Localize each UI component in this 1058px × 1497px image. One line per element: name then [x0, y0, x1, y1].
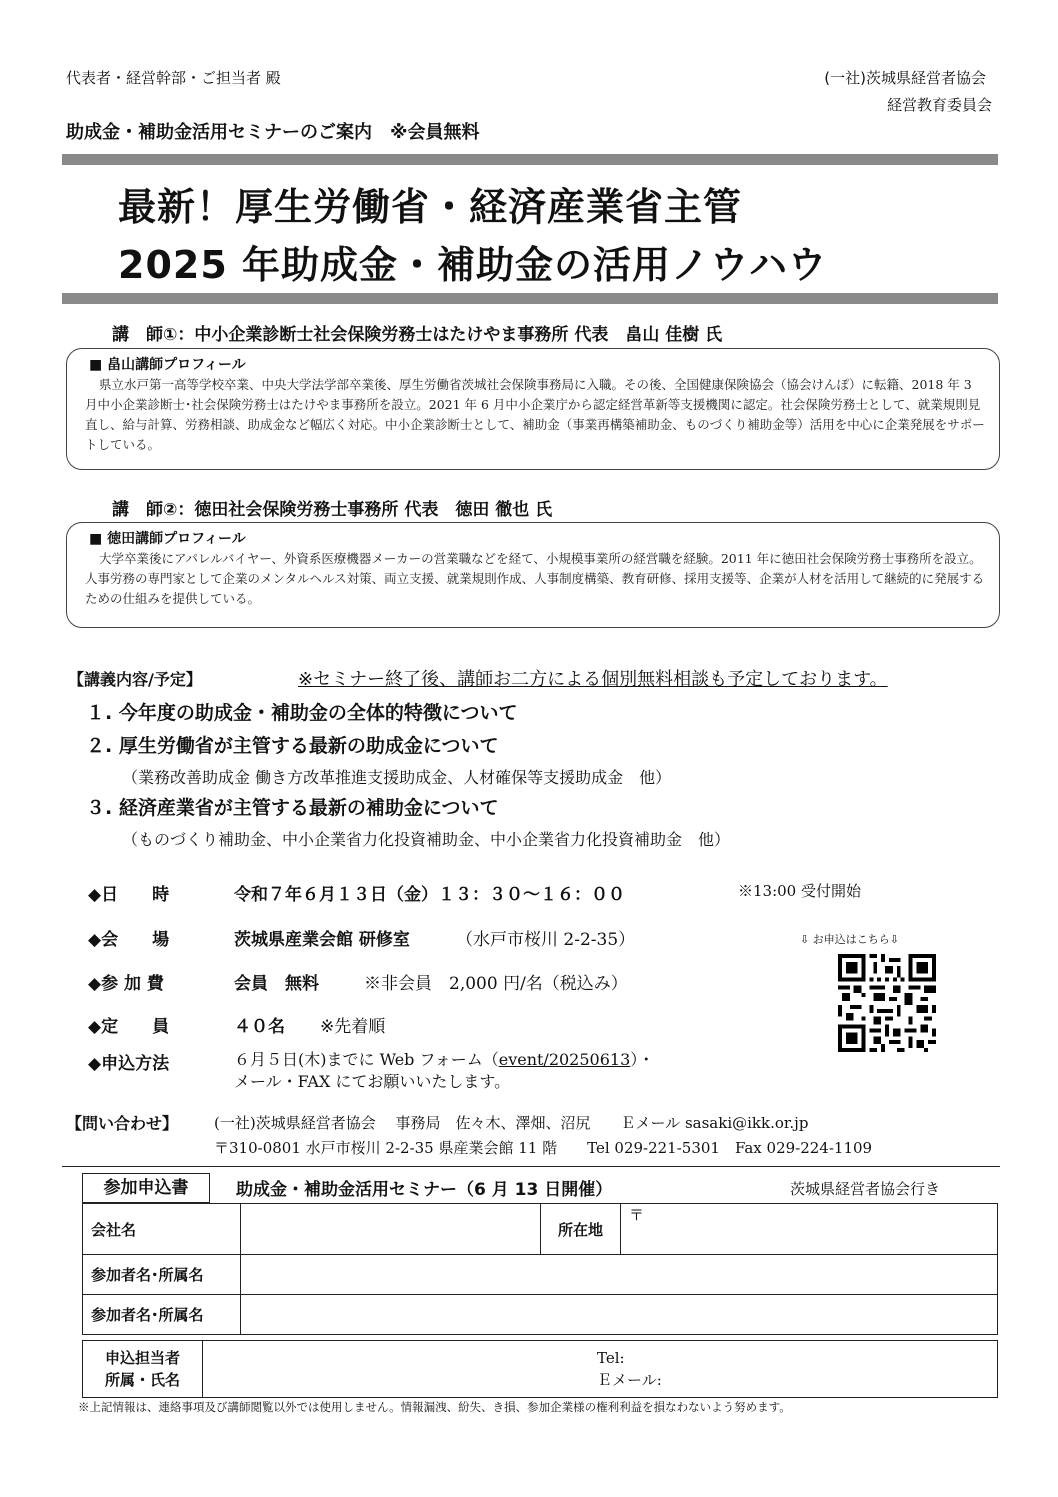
capacity-label: ◆定 員 [88, 1017, 170, 1037]
addressee: 代表者・経営幹部・ご担当者 殿 [66, 69, 281, 87]
apply-label: ◆申込方法 [88, 1054, 170, 1074]
title-bottom-rule [62, 293, 998, 304]
form-title-box: 参加申込書 [82, 1173, 210, 1203]
email-label: Ｅメール: [597, 1371, 662, 1389]
apply-line-1 [234, 1047, 654, 1070]
contact-person-table [82, 1340, 998, 1398]
fee-value: 会員 無料 [234, 974, 319, 994]
lecturer-1-profile-text: 県立水戸第一高等学校卒業、中央大学法学部卒業後、厚生労働省茨城社会保険事務局に入職。その後、全国健康保険協会（協会けんぽ）に転籍、2018 年 3 月中小企業診断士･社会保険労務士はたけやま事務所を設立。2021 年 6 月中小企業庁から認定経営革新等支援機関に認定。社会保険労務士として、就業規則見直し、給与計算、労務相談、助成金など幅広く対応。中小企業診断士として、補助金（事業再構築補助金、ものづくり補助金等）活用を中心に企業発展をサポートしている。 [85, 377, 985, 452]
lecturer-2-profile-text: 大学卒業後にアパレルバイヤー、外資系医療機器メーカーの営業職などを経て、小規模事業所の経営職を経験。2011 年に徳田社会保険労務士事務所を設立。人事労務の専門家として企業のメンタルヘルス対策、両立支援、就業規則作成、人事制度構築、教育研修、採用支援等、企業が人材を活用して継続的に発展するための仕組みを提供している。 [85, 551, 985, 606]
date-value: 令和７年６月１３日（金）１３：３０〜１６：００ [234, 885, 625, 905]
qr-caption: ⇩ お申込はこちら⇩ [800, 933, 899, 946]
date-note: ※13:00 受付開始 [738, 882, 861, 900]
contact-line-2: 〒310-0801 水戸市桜川 2-2-35 県産業会館 11 階 Tel 029-221-5301 Fax 029-224-1109 [214, 1139, 873, 1157]
course-item-3: ３. 経済産業省が主管する最新の補助金について [86, 797, 499, 819]
contact-line-1: (一社)茨城県経営者協会 事務局 佐々木、澤畑、沼尻 Ｅメール sasaki@ikk.or.jp [214, 1114, 809, 1132]
contact-label: 【問い合わせ】 [66, 1114, 179, 1133]
organization-name: (一社)茨城県経営者協会 [824, 69, 986, 87]
form-title: 助成金・補助金活用セミナー（6 月 13 日開催） [236, 1180, 613, 1200]
title-top-rule [62, 154, 998, 165]
venue-address: （水戸市桜川 2-2-35） [456, 930, 636, 950]
capacity-value: ４０名 [234, 1017, 285, 1037]
organization-committee: 経営教育委員会 [886, 96, 992, 114]
course-heading: 【講義内容/予定】 [68, 670, 202, 689]
lecturer-1-label: 講 師① [112, 325, 178, 345]
title-line-1: 最新！厚生労働省・経済産業省主管 [118, 185, 743, 229]
fee-label: ◆参 加 費 [88, 974, 164, 994]
contact-person-label-1: 申込担当者 [104, 1349, 180, 1367]
lecturer-2-label: 講 師② [112, 500, 178, 520]
lecturer-2-heading [112, 495, 552, 520]
seminar-subheading: 助成金・補助金活用セミナーのご案内 ※会員無料 [66, 122, 480, 143]
apply-prefix: ６月５日(木)までに Web フォーム（ [234, 1050, 499, 1069]
form-divider [62, 1166, 1000, 1167]
attendee-2-label: 参加者名･所属名 [83, 1295, 241, 1335]
attendee-2-field[interactable] [241, 1295, 998, 1335]
attendee-1-field[interactable] [241, 1255, 998, 1295]
lecturer-2-profile-title: ■ 徳田講師プロフィール [89, 531, 246, 547]
application-form-table [82, 1203, 998, 1335]
address-label: 所在地 [541, 1204, 621, 1255]
form-destination: 茨城県経営者協会行き [790, 1180, 941, 1198]
apply-line-2: メール・FAX にてお願いいたします。 [234, 1072, 511, 1091]
title-line-2: 2025 年助成金・補助金の活用ノウハウ [118, 243, 827, 287]
venue-value: 茨城県産業会館 研修室 [234, 930, 410, 950]
course-item-3-detail: （ものづくり補助金、中小企業省力化投資補助金、中小企業省力化投資補助金 他） [122, 830, 731, 849]
application-qr-code[interactable] [838, 954, 936, 1052]
company-label: 会社名 [83, 1204, 241, 1255]
company-field[interactable] [241, 1204, 541, 1255]
capacity-note: ※先着順 [320, 1017, 386, 1037]
apply-suffix: ）・ [630, 1050, 655, 1069]
lecturer-2-detail: ：徳田社会保険労務士事務所 代表 徳田 徹也 氏 [177, 500, 553, 520]
date-label: ◆日 時 [88, 885, 170, 905]
contact-person-label-2: 所属・氏名 [104, 1371, 180, 1389]
lecturer-2-profile [66, 522, 1000, 628]
attendee-1-label: 参加者名･所属名 [83, 1255, 241, 1295]
course-item-2: ２. 厚生労働省が主管する最新の助成金について [86, 735, 499, 757]
course-item-1: １. 今年度の助成金・補助金の全体的特徴について [86, 702, 518, 724]
course-note: ※セミナー終了後、講師お二方による個別無料相談も予定しております。 [298, 669, 888, 690]
address-field[interactable] [621, 1204, 998, 1255]
contact-person-field[interactable] [203, 1341, 998, 1398]
lecturer-1-profile-title: ■ 畠山講師プロフィール [89, 357, 246, 373]
course-item-2-detail: （業務改善助成金 働き方改革推進支援助成金、人材確保等支援助成金 他） [122, 768, 672, 787]
tel-label: Tel: [597, 1349, 625, 1367]
contact-person-label [83, 1341, 203, 1398]
lecturer-1-detail: ：中小企業診断士社会保険労務士はたけやま事務所 代表 畠山 佳樹 氏 [177, 325, 723, 345]
lecturer-1-heading [112, 320, 722, 345]
privacy-footnote: ※上記情報は、連絡事項及び講師閲覧以外では使用しません。情報漏洩、紛失、き損、参加企業様の権利利益を損なわないよう努めます。 [78, 1400, 791, 1414]
postal-mark: 〒 [629, 1206, 645, 1224]
fee-note: ※非会員 2,000 円/名（税込み） [364, 974, 628, 994]
lecturer-1-profile [66, 348, 1000, 470]
apply-web-link[interactable]: event/20250613 [498, 1050, 631, 1069]
venue-label: ◆会 場 [88, 930, 170, 950]
